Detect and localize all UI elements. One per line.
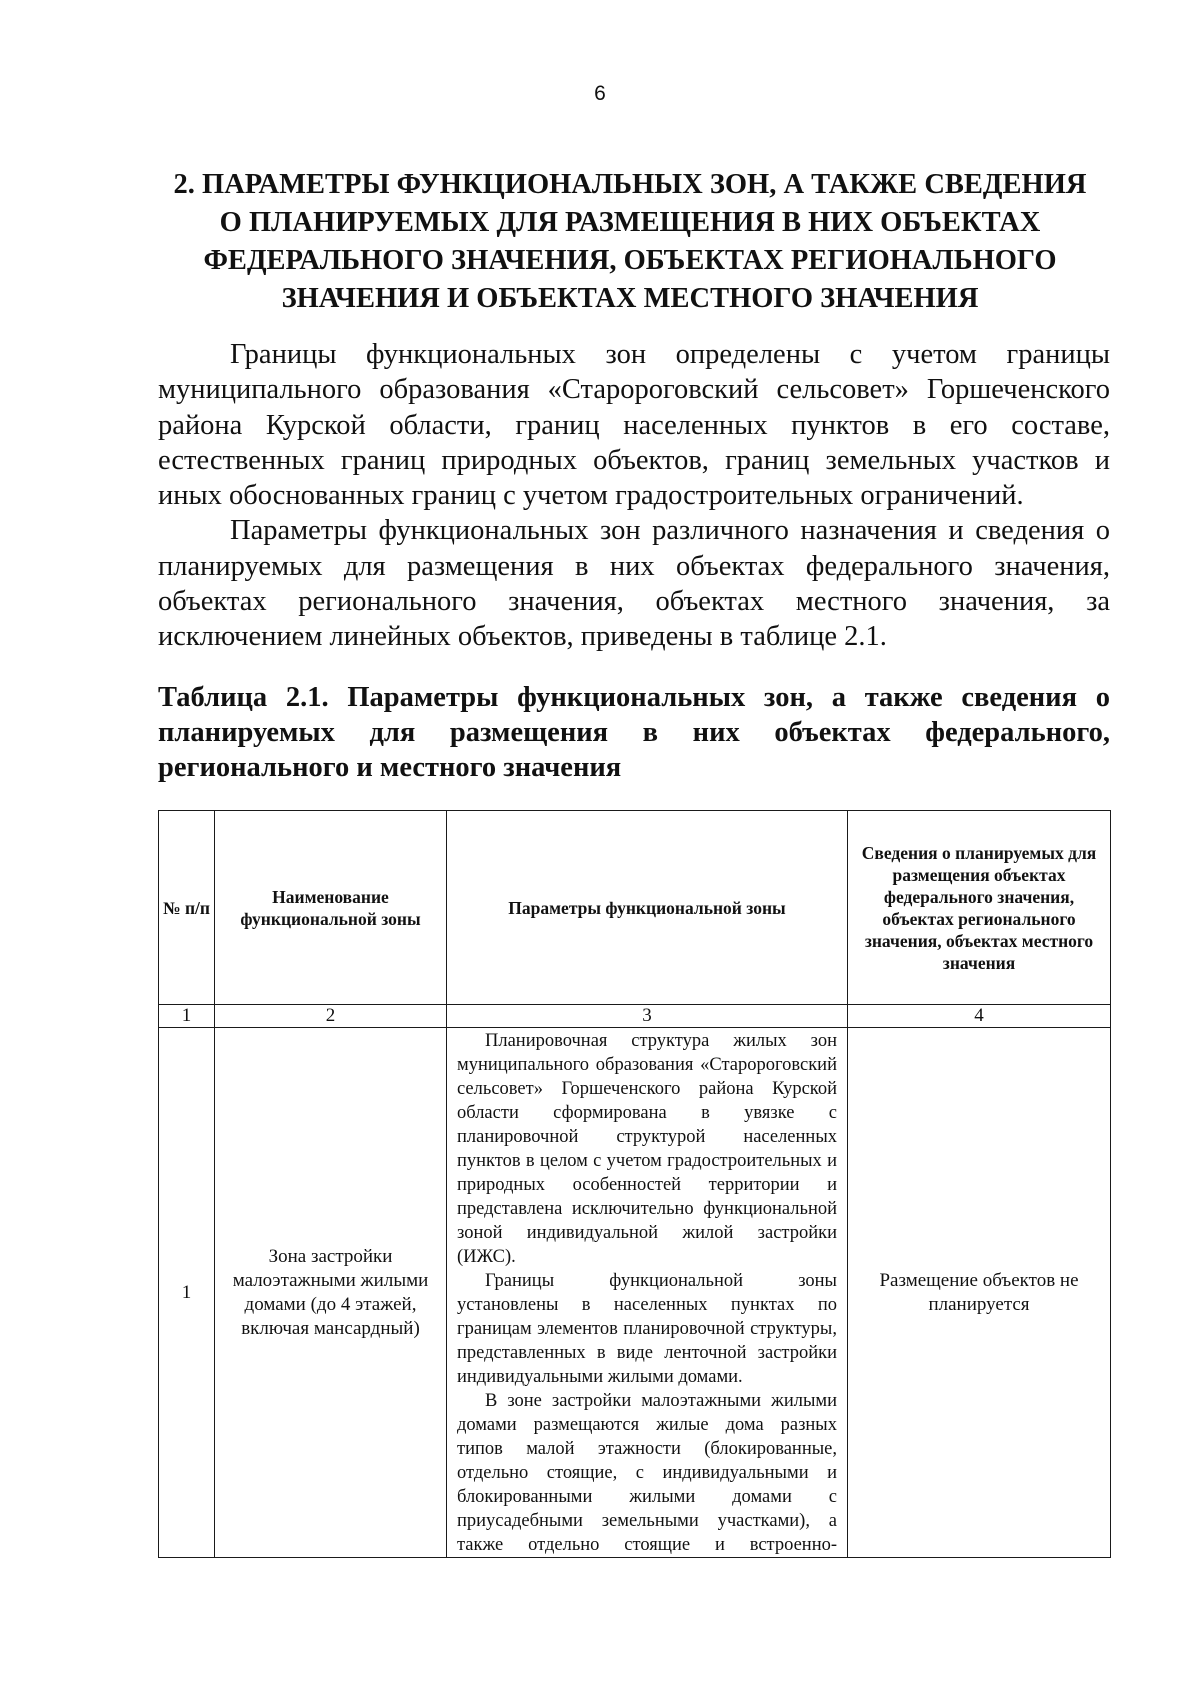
row-number: 1 — [159, 1028, 215, 1558]
column-number: 2 — [215, 1005, 447, 1028]
section-title-line: ЗНАЧЕНИЯ И ОБЪЕКТАХ МЕСТНОГО ЗНАЧЕНИЯ — [281, 283, 979, 314]
header-zone-name: Наименование функциональной зоны — [215, 811, 447, 1005]
column-number: 1 — [159, 1005, 215, 1028]
section-title-line: ФЕДЕРАЛЬНОГО ЗНАЧЕНИЯ, ОБЪЕКТАХ РЕГИОНАЛЬНОГО — [203, 245, 1057, 276]
paragraph: Параметры функциональных зон различного назначения и сведения о планируемых для размещения в них объектах федерального значения, объектах регионального значения, объектах местного значения, за исключением линейных объектов, приведены в таблице 2.1. — [158, 515, 1110, 653]
zone-parameters — [447, 1028, 848, 1558]
table-caption: Таблица 2.1. Параметры функциональных зон, а также сведения о планируемых для размещения в них объектах федерального, регионального и местного значения — [158, 682, 1110, 783]
planned-objects-info: Размещение объектов не планируется — [848, 1028, 1111, 1558]
table-header-row — [159, 811, 1111, 1005]
body-text — [158, 337, 1110, 655]
column-number: 4 — [848, 1005, 1111, 1028]
section-title-line: 2. ПАРАМЕТРЫ ФУНКЦИОНАЛЬНЫХ ЗОН, А ТАКЖЕ СВЕДЕНИЯ — [173, 169, 1087, 200]
header-number: № п/п — [159, 811, 215, 1005]
zone-parameters-paragraph: Границы функциональной зоны установлены в населенных пунктах по границам элементов планировочной структуры, представленных в виде ленточной застройки индивидуальными жилыми домами. — [457, 1271, 837, 1387]
page-number: 6 — [594, 82, 606, 105]
header-planned-objects: Сведения о планируемых для размещения объектах федерального значения, объектах регионального значения, объектах местного значения — [848, 811, 1111, 1005]
table-row — [159, 1028, 1111, 1558]
column-number: 3 — [447, 1005, 848, 1028]
parameters-table — [158, 810, 1111, 1558]
section-title — [150, 166, 1110, 318]
zone-parameters-paragraph: Планировочная структура жилых зон муниципального образования «Старороговский сельсовет» Горшеченского района Курской области сформирована в увязке с планировочной структурой населенных пунктов в целом с учетом градостроительных и природных особенностей территории и представлена исключительно функциональной зоной индивидуальной жилой застройки (ИЖС). — [457, 1031, 837, 1267]
column-number-row — [159, 1005, 1111, 1028]
zone-parameters-paragraph: В зоне застройки малоэтажными жилыми домами размещаются жилые дома разных типов малой этажности (блокированные, отдельно стоящие, с индивидуальными и блокированными жилыми домами с приусадебными земельными участками), а также отдельно стоящие и встроенно- — [457, 1391, 837, 1555]
header-zone-parameters: Параметры функциональной зоны — [447, 811, 848, 1005]
section-title-line: О ПЛАНИРУЕМЫХ ДЛЯ РАЗМЕЩЕНИЯ В НИХ ОБЪЕКТАХ — [219, 207, 1041, 238]
paragraph: Границы функциональных зон определены с учетом границы муниципального образования «Старороговский сельсовет» Горшеченского района Курской области, границ населенных пунктов в его составе, естественных границ природных объектов, границ земельных участков и иных обоснованных границ с учетом градостроительных ограничений. — [158, 339, 1110, 512]
zone-name: Зона застройки малоэтажными жилыми домами (до 4 этажей, включая мансардный) — [215, 1028, 447, 1558]
